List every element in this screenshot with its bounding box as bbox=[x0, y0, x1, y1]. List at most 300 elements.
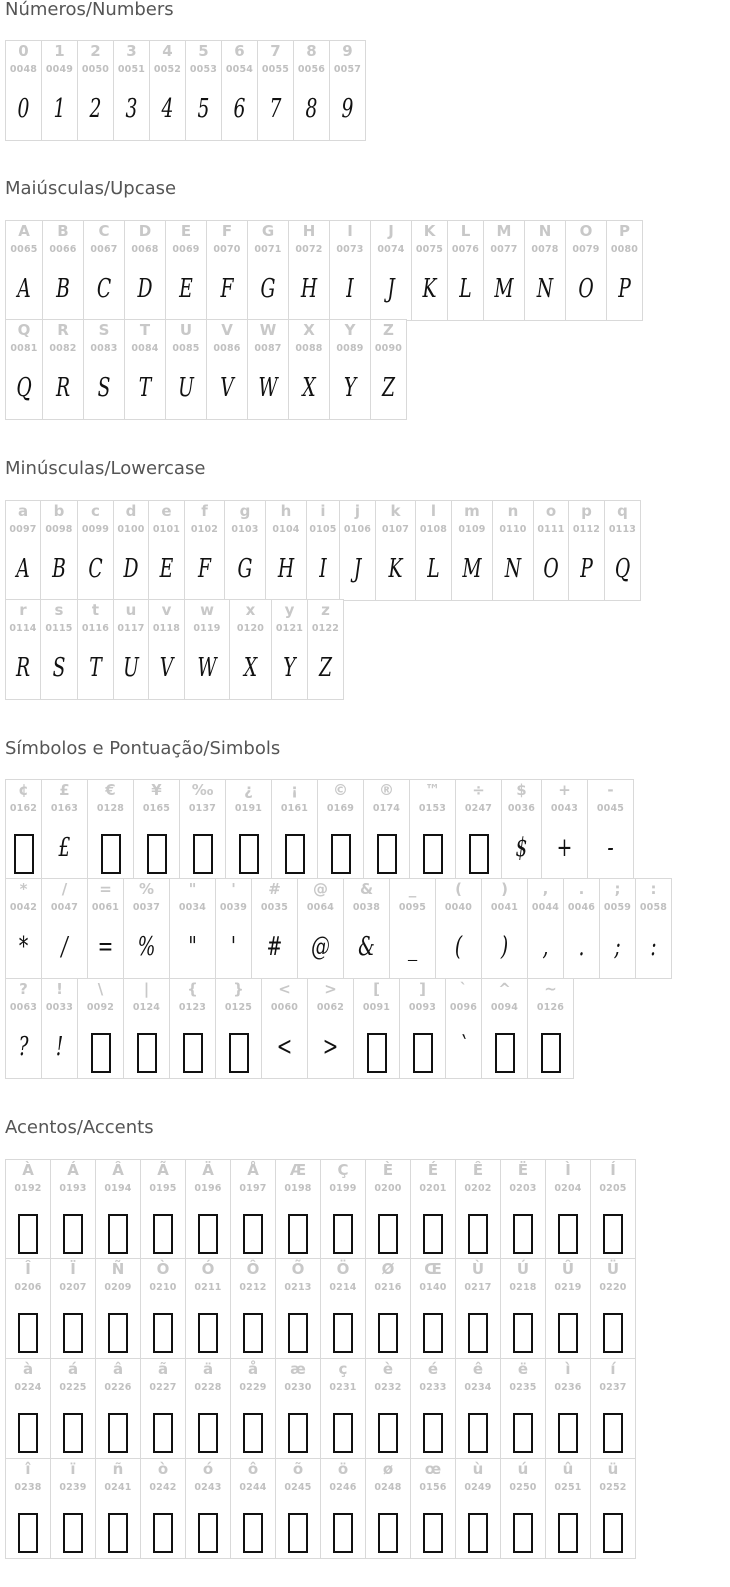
glyph-code: 0211 bbox=[194, 1282, 222, 1293]
glyph-cell bbox=[113, 40, 150, 141]
missing-glyph-box bbox=[18, 1214, 38, 1254]
glyph-reference-char: H bbox=[302, 222, 316, 240]
missing-glyph-box bbox=[423, 1513, 443, 1553]
missing-glyph-box bbox=[91, 1033, 111, 1073]
glyph-reference-char: Ù bbox=[471, 1260, 485, 1278]
glyph-sample: A bbox=[17, 274, 31, 304]
glyph-cell bbox=[77, 978, 124, 1079]
glyph-sample: Q bbox=[614, 554, 631, 584]
glyph-cell bbox=[185, 1159, 231, 1260]
glyph-sample: V bbox=[159, 653, 174, 683]
glyph-reference-char: å bbox=[247, 1360, 259, 1378]
missing-glyph-box bbox=[558, 1513, 578, 1553]
glyph-code: 0087 bbox=[254, 343, 282, 354]
glyph-code: 0049 bbox=[45, 64, 74, 75]
glyph-cell bbox=[215, 878, 252, 979]
glyph-cell bbox=[224, 500, 266, 601]
glyph-cell bbox=[185, 1258, 231, 1359]
glyph-sample: J bbox=[353, 554, 362, 584]
glyph-reference-char: G bbox=[261, 222, 275, 240]
glyph-cell bbox=[271, 779, 318, 880]
glyph-sample: + bbox=[556, 833, 573, 863]
missing-glyph-box bbox=[333, 1513, 353, 1553]
missing-glyph-box bbox=[603, 1313, 623, 1353]
glyph-code: 0116 bbox=[81, 623, 110, 634]
glyph-cell bbox=[389, 878, 436, 979]
glyph-cell bbox=[483, 220, 525, 321]
glyph-reference-char: o bbox=[545, 502, 557, 520]
glyph-reference-char: Â bbox=[112, 1161, 124, 1179]
glyph-row bbox=[5, 1159, 636, 1259]
glyph-code: 0230 bbox=[284, 1382, 312, 1393]
missing-glyph-box bbox=[101, 834, 121, 874]
missing-glyph-box bbox=[333, 1214, 353, 1254]
missing-glyph-box bbox=[541, 1033, 561, 1073]
missing-glyph-box bbox=[18, 1313, 38, 1353]
glyph-cell bbox=[148, 599, 185, 700]
glyph-sample: 6 bbox=[233, 94, 246, 124]
glyph-sample: O bbox=[578, 274, 594, 304]
glyph-reference-char: ü bbox=[607, 1460, 619, 1478]
glyph-reference-char: u bbox=[125, 601, 137, 619]
glyph-code: 0252 bbox=[599, 1482, 627, 1493]
glyph-row bbox=[5, 40, 366, 140]
glyph-cell bbox=[365, 1258, 411, 1359]
missing-glyph-box bbox=[243, 1313, 263, 1353]
glyph-reference-char: Í bbox=[610, 1161, 616, 1179]
glyph-reference-char: E bbox=[180, 222, 192, 240]
glyph-code: 0122 bbox=[311, 623, 340, 634]
glyph-code: 0085 bbox=[172, 343, 200, 354]
glyph-sample: £ bbox=[58, 833, 71, 863]
glyph-reference-char: É bbox=[427, 1161, 439, 1179]
glyph-reference-char: ä bbox=[202, 1360, 214, 1378]
missing-glyph-box bbox=[513, 1513, 533, 1553]
glyph-sample: Z bbox=[318, 653, 333, 683]
glyph-code: 0213 bbox=[284, 1282, 312, 1293]
glyph-reference-char: j bbox=[354, 502, 361, 520]
section-title-upcase: Maiúsculas/Upcase bbox=[5, 178, 177, 199]
glyph-code: 0093 bbox=[408, 1002, 437, 1013]
glyph-cell bbox=[320, 1159, 366, 1260]
glyph-cell bbox=[247, 319, 289, 420]
glyph-code: 0039 bbox=[219, 902, 248, 913]
missing-glyph-box bbox=[378, 1513, 398, 1553]
glyph-reference-char: 0 bbox=[18, 42, 29, 60]
glyph-reference-char: ê bbox=[472, 1360, 484, 1378]
glyph-code: 0092 bbox=[86, 1002, 115, 1013]
glyph-code: 0075 bbox=[415, 244, 444, 255]
glyph-sample: 7 bbox=[269, 94, 282, 124]
glyph-sample: " bbox=[188, 932, 197, 962]
missing-glyph-box bbox=[331, 834, 351, 874]
glyph-code: 0050 bbox=[81, 64, 110, 75]
glyph-code: 0095 bbox=[398, 902, 427, 913]
glyph-reference-char: + bbox=[558, 781, 571, 799]
glyph-cell bbox=[184, 500, 225, 601]
glyph-code: 0096 bbox=[449, 1002, 478, 1013]
glyph-cell bbox=[329, 40, 366, 141]
glyph-grid-symbols bbox=[5, 779, 672, 1079]
glyph-sample: ! bbox=[55, 1032, 64, 1062]
glyph-sample: < bbox=[276, 1032, 293, 1062]
glyph-reference-char: A bbox=[18, 222, 30, 240]
glyph-reference-char: 4 bbox=[162, 42, 173, 60]
glyph-code: 0078 bbox=[531, 244, 559, 255]
glyph-code: 0153 bbox=[418, 803, 447, 814]
glyph-cell bbox=[455, 1159, 501, 1260]
glyph-reference-char: V bbox=[221, 321, 233, 339]
glyph-reference-char: Õ bbox=[291, 1260, 305, 1278]
missing-glyph-box bbox=[229, 1033, 249, 1073]
glyph-reference-char: # bbox=[268, 880, 281, 898]
glyph-sample: Q bbox=[16, 373, 32, 403]
glyph-cell bbox=[165, 220, 207, 321]
glyph-sample: B bbox=[52, 554, 66, 584]
glyph-code: 0124 bbox=[132, 1002, 161, 1013]
missing-glyph-box bbox=[513, 1214, 533, 1254]
glyph-reference-char: \ bbox=[97, 980, 104, 998]
glyph-code: 0244 bbox=[239, 1482, 267, 1493]
glyph-sample: O bbox=[543, 554, 559, 584]
glyph-cell bbox=[123, 878, 170, 979]
glyph-code: 0046 bbox=[567, 902, 596, 913]
glyph-code: 0118 bbox=[152, 623, 181, 634]
glyph-reference-char: 2 bbox=[90, 42, 101, 60]
glyph-reference-char: O bbox=[579, 222, 593, 240]
glyph-code: 0199 bbox=[329, 1183, 357, 1194]
glyph-cell bbox=[545, 1159, 591, 1260]
missing-glyph-box bbox=[378, 1413, 398, 1453]
glyph-cell bbox=[365, 1458, 411, 1559]
glyph-code: 0042 bbox=[9, 902, 38, 913]
glyph-reference-char: ` bbox=[459, 980, 468, 998]
glyph-cell bbox=[41, 779, 88, 880]
glyph-code: 0201 bbox=[419, 1183, 447, 1194]
glyph-cell bbox=[524, 220, 566, 321]
glyph-code: 0113 bbox=[608, 524, 637, 535]
glyph-code: 0047 bbox=[50, 902, 79, 913]
glyph-reference-char: Œ bbox=[424, 1260, 442, 1278]
glyph-sample: H bbox=[277, 554, 295, 584]
glyph-code: 0231 bbox=[329, 1382, 357, 1393]
glyph-reference-char: í bbox=[610, 1360, 616, 1378]
missing-glyph-box bbox=[18, 1413, 38, 1453]
glyph-code: 0191 bbox=[234, 803, 263, 814]
glyph-reference-char: ö bbox=[337, 1460, 349, 1478]
glyph-reference-char: d bbox=[125, 502, 137, 520]
glyph-cell bbox=[77, 40, 114, 141]
glyph-code: 0083 bbox=[90, 343, 118, 354]
glyph-code: 0077 bbox=[490, 244, 518, 255]
glyph-cell bbox=[500, 1159, 546, 1260]
glyph-code: 0209 bbox=[104, 1282, 132, 1293]
glyph-code: 0212 bbox=[239, 1282, 267, 1293]
glyph-cell bbox=[165, 319, 207, 420]
glyph-reference-char: U bbox=[179, 321, 193, 339]
glyph-code: 0250 bbox=[509, 1482, 537, 1493]
missing-glyph-box bbox=[108, 1214, 128, 1254]
glyph-cell bbox=[5, 1159, 51, 1260]
glyph-sample: ) bbox=[500, 932, 509, 962]
glyph-code: 0224 bbox=[14, 1382, 42, 1393]
glyph-code: 0065 bbox=[10, 244, 38, 255]
missing-glyph-box bbox=[288, 1313, 308, 1353]
glyph-sample: A bbox=[16, 554, 30, 584]
glyph-cell bbox=[230, 1358, 276, 1459]
glyph-reference-char: £ bbox=[59, 781, 70, 799]
glyph-reference-char: û bbox=[562, 1460, 574, 1478]
glyph-reference-char: r bbox=[19, 601, 27, 619]
glyph-reference-char: _ bbox=[408, 880, 417, 898]
glyph-reference-char: Q bbox=[17, 321, 31, 339]
missing-glyph-box bbox=[603, 1513, 623, 1553]
glyph-cell bbox=[50, 1258, 96, 1359]
glyph-code: 0108 bbox=[419, 524, 448, 535]
glyph-code: 0112 bbox=[572, 524, 601, 535]
glyph-sample: , bbox=[542, 932, 549, 962]
glyph-code: 0202 bbox=[464, 1183, 492, 1194]
glyph-cell bbox=[87, 878, 124, 979]
glyph-cell bbox=[293, 40, 330, 141]
glyph-cell bbox=[50, 1458, 96, 1559]
glyph-cell bbox=[329, 319, 371, 420]
glyph-reference-char: Ò bbox=[156, 1260, 170, 1278]
glyph-code: 0119 bbox=[193, 623, 221, 634]
glyph-sample: F bbox=[197, 554, 211, 584]
glyph-reference-char: & bbox=[359, 880, 374, 898]
glyph-cell bbox=[370, 220, 412, 321]
glyph-reference-char: [ bbox=[373, 980, 380, 998]
glyph-code: 0101 bbox=[152, 524, 181, 535]
missing-glyph-box bbox=[198, 1313, 218, 1353]
glyph-cell bbox=[320, 1458, 366, 1559]
glyph-cell bbox=[275, 1358, 321, 1459]
glyph-cell bbox=[545, 1358, 591, 1459]
glyph-cell bbox=[455, 779, 502, 880]
glyph-cell bbox=[5, 599, 41, 700]
glyph-code: 0060 bbox=[270, 1002, 299, 1013]
glyph-reference-char: ç bbox=[338, 1360, 348, 1378]
glyph-reference-char: Ü bbox=[606, 1260, 620, 1278]
glyph-cell bbox=[297, 878, 344, 979]
glyph-sample: K bbox=[422, 274, 437, 304]
glyph-code: 0102 bbox=[190, 524, 219, 535]
glyph-code: 0216 bbox=[374, 1282, 402, 1293]
glyph-code: 0210 bbox=[149, 1282, 177, 1293]
missing-glyph-box bbox=[243, 1513, 263, 1553]
glyph-reference-char: , bbox=[542, 880, 549, 898]
glyph-cell bbox=[306, 500, 340, 601]
glyph-code: 0105 bbox=[309, 524, 337, 535]
glyph-code: 0137 bbox=[188, 803, 217, 814]
missing-glyph-box bbox=[108, 1413, 128, 1453]
glyph-reference-char: õ bbox=[292, 1460, 304, 1478]
glyph-code: 0090 bbox=[374, 343, 403, 354]
glyph-reference-char: ™ bbox=[425, 781, 440, 799]
glyph-cell bbox=[415, 500, 452, 601]
glyph-cell bbox=[451, 500, 493, 601]
glyph-code: 0248 bbox=[374, 1482, 402, 1493]
glyph-sample: E bbox=[179, 274, 193, 304]
glyph-sample: Y bbox=[283, 653, 296, 683]
glyph-cell bbox=[527, 878, 564, 979]
glyph-cell bbox=[5, 500, 41, 601]
glyph-code: 0084 bbox=[131, 343, 159, 354]
glyph-code: 0197 bbox=[239, 1183, 267, 1194]
glyph-code: 0242 bbox=[149, 1482, 177, 1493]
glyph-code: 0194 bbox=[104, 1183, 132, 1194]
glyph-row bbox=[5, 779, 672, 879]
glyph-code: 0062 bbox=[316, 1002, 345, 1013]
glyph-cell bbox=[455, 1358, 501, 1459]
glyph-reference-char: Ç bbox=[337, 1161, 349, 1179]
glyph-code: 0207 bbox=[59, 1282, 87, 1293]
glyph-cell bbox=[261, 978, 308, 1079]
glyph-cell bbox=[5, 1458, 51, 1559]
glyph-reference-char: / bbox=[61, 880, 68, 898]
glyph-code: 0125 bbox=[224, 1002, 253, 1013]
glyph-reference-char: m bbox=[464, 502, 480, 520]
glyph-reference-char: ? bbox=[19, 980, 28, 998]
glyph-reference-char: W bbox=[259, 321, 277, 339]
glyph-reference-char: Á bbox=[67, 1161, 79, 1179]
glyph-reference-char: h bbox=[280, 502, 292, 520]
glyph-code: 0236 bbox=[554, 1382, 582, 1393]
glyph-cell bbox=[635, 878, 672, 979]
missing-glyph-box bbox=[468, 1413, 488, 1453]
glyph-cell bbox=[5, 978, 42, 1079]
glyph-code: 0109 bbox=[458, 524, 486, 535]
glyph-cell bbox=[41, 978, 78, 1079]
glyph-code: 0070 bbox=[213, 244, 241, 255]
missing-glyph-box bbox=[413, 1033, 433, 1073]
glyph-reference-char: ø bbox=[382, 1460, 394, 1478]
glyph-cell bbox=[411, 220, 448, 321]
glyph-cell bbox=[370, 319, 407, 420]
glyph-code: 0033 bbox=[45, 1002, 74, 1013]
glyph-cell bbox=[140, 1458, 186, 1559]
glyph-cell bbox=[95, 1458, 141, 1559]
glyph-sample: J bbox=[387, 274, 395, 304]
glyph-cell bbox=[113, 500, 149, 601]
glyph-row bbox=[5, 879, 672, 979]
glyph-reference-char: b bbox=[53, 502, 65, 520]
glyph-reference-char: c bbox=[91, 502, 100, 520]
glyph-sample: ; bbox=[614, 932, 621, 962]
glyph-code: 0163 bbox=[50, 803, 79, 814]
glyph-cell bbox=[41, 40, 78, 141]
glyph-reference-char: Ó bbox=[201, 1260, 215, 1278]
glyph-cell bbox=[83, 319, 125, 420]
glyph-code: 0041 bbox=[490, 902, 519, 913]
missing-glyph-box bbox=[198, 1214, 218, 1254]
missing-glyph-box bbox=[423, 1313, 443, 1353]
glyph-code: 0111 bbox=[537, 524, 565, 535]
glyph-sample: ( bbox=[454, 932, 463, 962]
glyph-cell bbox=[409, 779, 456, 880]
glyph-reference-char: 7 bbox=[270, 42, 281, 60]
glyph-code: 0140 bbox=[419, 1282, 447, 1293]
glyph-reference-char: @ bbox=[313, 880, 328, 898]
glyph-code: 0198 bbox=[284, 1183, 312, 1194]
glyph-code: 0237 bbox=[599, 1382, 627, 1393]
missing-glyph-box bbox=[63, 1513, 83, 1553]
glyph-sample: L bbox=[427, 554, 440, 584]
glyph-sample: H bbox=[300, 274, 318, 304]
glyph-cell bbox=[229, 599, 272, 700]
glyph-code: 0193 bbox=[59, 1183, 87, 1194]
glyph-cell bbox=[317, 779, 364, 880]
glyph-reference-char: I bbox=[347, 222, 353, 240]
glyph-cell bbox=[275, 1258, 321, 1359]
glyph-cell bbox=[343, 878, 390, 979]
glyph-code: 0066 bbox=[49, 244, 77, 255]
missing-glyph-box bbox=[495, 1033, 515, 1073]
glyph-code: 0114 bbox=[9, 623, 37, 634]
glyph-reference-char: T bbox=[139, 321, 151, 339]
missing-glyph-box bbox=[63, 1214, 83, 1254]
glyph-sample: = bbox=[97, 932, 114, 962]
glyph-reference-char: v bbox=[161, 601, 172, 619]
glyph-cell bbox=[185, 40, 222, 141]
glyph-reference-char: ô bbox=[247, 1460, 259, 1478]
glyph-reference-char: À bbox=[22, 1161, 34, 1179]
missing-glyph-box bbox=[468, 1313, 488, 1353]
glyph-cell bbox=[169, 878, 216, 979]
glyph-reference-char: È bbox=[382, 1161, 394, 1179]
glyph-code: 0165 bbox=[142, 803, 171, 814]
glyph-sample: % bbox=[137, 932, 156, 962]
glyph-code: 0040 bbox=[444, 902, 473, 913]
missing-glyph-box bbox=[468, 1214, 488, 1254]
glyph-cell bbox=[5, 319, 43, 420]
glyph-cell bbox=[5, 1258, 51, 1359]
glyph-sample: - bbox=[607, 833, 614, 863]
glyph-cell bbox=[95, 1159, 141, 1260]
glyph-reference-char: Ë bbox=[517, 1161, 529, 1179]
glyph-cell bbox=[500, 1358, 546, 1459]
glyph-cell bbox=[481, 978, 528, 1079]
glyph-sample: L bbox=[459, 274, 472, 304]
glyph-cell bbox=[251, 878, 298, 979]
glyph-reference-char: ù bbox=[472, 1460, 484, 1478]
glyph-reference-char: ^ bbox=[498, 980, 511, 998]
glyph-cell bbox=[149, 40, 186, 141]
glyph-sample: P bbox=[618, 274, 631, 304]
glyph-reference-char: N bbox=[538, 222, 552, 240]
glyph-reference-char: a bbox=[17, 502, 29, 520]
glyph-reference-char: D bbox=[138, 222, 152, 240]
glyph-cell bbox=[221, 40, 258, 141]
glyph-code: 0071 bbox=[254, 244, 282, 255]
glyph-cell bbox=[410, 1458, 456, 1559]
glyph-code: 0044 bbox=[531, 902, 560, 913]
glyph-sample: 0 bbox=[17, 94, 30, 124]
missing-glyph-box bbox=[603, 1214, 623, 1254]
glyph-reference-char: á bbox=[67, 1360, 79, 1378]
glyph-cell bbox=[500, 1258, 546, 1359]
missing-glyph-box bbox=[377, 834, 397, 874]
glyph-sample: G bbox=[260, 274, 276, 304]
glyph-code: 0107 bbox=[381, 524, 410, 535]
glyph-cell bbox=[590, 1258, 636, 1359]
glyph-reference-char: œ bbox=[424, 1460, 442, 1478]
glyph-code: 0052 bbox=[153, 64, 182, 75]
glyph-code: 0243 bbox=[194, 1482, 222, 1493]
glyph-row bbox=[5, 1459, 636, 1559]
glyph-code: 0057 bbox=[333, 64, 362, 75]
